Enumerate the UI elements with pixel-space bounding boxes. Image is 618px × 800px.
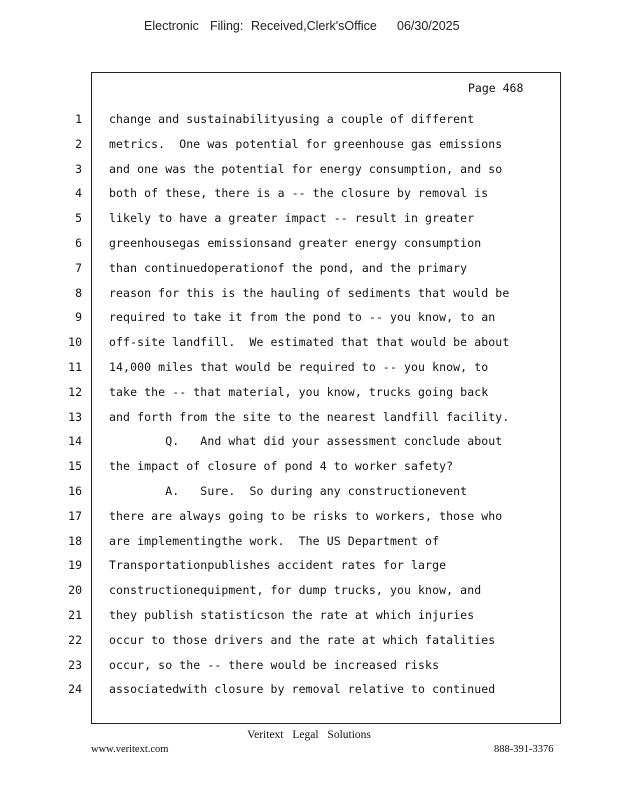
transcript-line [0,358,618,383]
line-number: 12 [68,384,82,399]
transcript-line [0,482,618,507]
line-number: 24 [68,682,82,697]
transcript-line [0,160,618,185]
page-number: Page 468 [468,81,524,95]
stamp-date: 06/30/2025 [397,19,460,33]
footer-website: www.veritext.com [91,744,169,755]
transcript-line [0,507,618,532]
line-number: 18 [68,533,82,548]
transcript-line [0,184,618,209]
line-number: 23 [68,657,82,672]
line-text: Transportationpublishes accident rates for large [109,558,447,573]
line-number: 22 [68,632,82,647]
line-text: than continuedoperationof the pond, and the primary [109,260,468,275]
line-text: A. Sure. So during any constructionevent [109,484,468,498]
line-text: associatedwith closure by removal relative to continued [109,682,496,697]
footer-phone: 888-391-3376 [494,744,554,755]
line-number: 5 [75,211,82,226]
line-number: 14 [68,434,82,449]
stamp-filing: Filing: [210,19,244,33]
line-text: likely to have a greater impact -- result in greater [109,211,475,226]
footer-company: Veritext Legal Solutions [247,729,371,741]
line-text: greenhousegas emissionsand greater energy consumption [109,236,482,250]
transcript-line [0,532,618,557]
stamp-electronic: Electronic [144,19,199,33]
line-text: reason for this is the hauling of sediments that would be [109,285,510,300]
transcript-line [0,606,618,631]
line-text: 14,000 miles that would be required to -- you know, to [109,360,489,374]
line-number: 20 [68,583,82,598]
transcript-line [0,234,618,259]
transcript-line [0,556,618,581]
line-text: Q. And what did your assessment conclude about [109,434,503,449]
stamp-received: Received,Clerk'sOffice [251,19,377,33]
line-text: and one was the potential for energy consumption, and so [109,161,503,176]
line-number: 8 [75,285,82,300]
line-number: 16 [68,484,82,498]
line-text: off-site landfill. We estimated that that would be about [109,335,510,350]
line-text: the impact of closure of pond 4 to worker safety? [109,459,454,474]
line-text: there are always going to be risks to workers, those who [109,508,503,523]
line-number: 4 [75,186,82,201]
line-number: 7 [75,260,82,275]
transcript-line [0,680,618,705]
transcript-line [0,259,618,284]
line-text: occur, so the -- there would be increased risks [109,657,440,672]
line-number: 10 [68,335,82,350]
line-text: are implementingthe work. The US Department of [109,533,440,548]
line-text: change and sustainabilityusing a couple of different [109,112,475,126]
line-number: 1 [75,112,82,126]
line-number: 3 [75,161,82,176]
transcript-line [0,581,618,606]
line-text: constructionequipment, for dump trucks, you know, and [109,583,482,598]
line-number: 6 [75,236,82,250]
transcript-line [0,631,618,656]
transcript-line [0,408,618,433]
transcript-line [0,284,618,309]
line-number: 9 [75,310,82,325]
electronic-filing-stamp [0,19,618,37]
line-text: take the -- that material, you know, trucks going back [109,384,489,399]
transcript-line [0,308,618,333]
transcript-line [0,333,618,358]
line-number: 2 [75,136,82,151]
line-number: 11 [68,360,82,374]
line-number: 13 [68,409,82,424]
line-number: 19 [68,558,82,573]
transcript-line [0,457,618,482]
line-text: both of these, there is a -- the closure by removal is [109,186,489,201]
line-number: 17 [68,508,82,523]
line-text: occur to those drivers and the rate at which fatalities [109,632,496,647]
line-number: 21 [68,608,82,622]
line-text: and forth from the site to the nearest landfill facility. [109,409,510,424]
transcript-line [0,110,618,135]
line-text: they publish statisticson the rate at which injuries [109,608,475,622]
line-text: required to take it from the pond to -- you know, to an [109,310,496,325]
line-text: metrics. One was potential for greenhouse gas emissions [109,136,503,151]
transcript-line [0,135,618,160]
transcript-line [0,209,618,234]
transcript-line [0,432,618,457]
transcript-line [0,383,618,408]
line-number: 15 [68,459,82,474]
transcript-line [0,656,618,681]
